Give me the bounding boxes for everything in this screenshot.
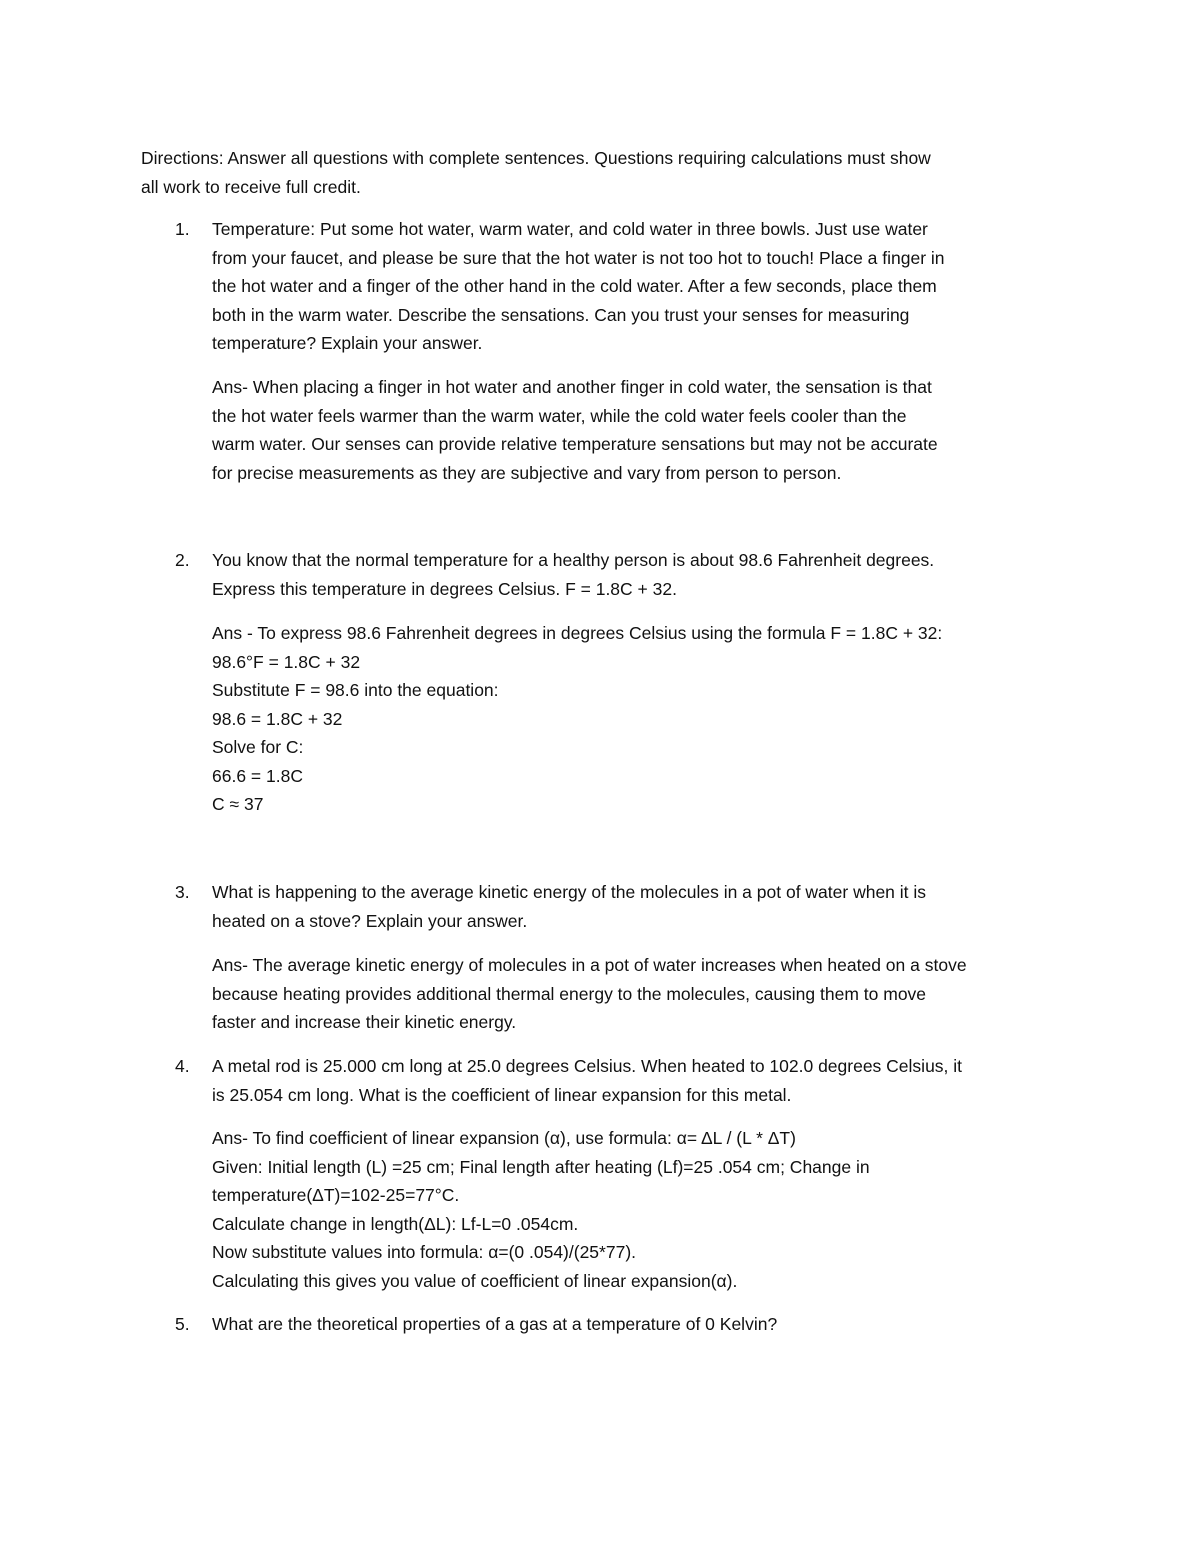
answer-line: Substitute F = 98.6 into the equation: <box>212 680 499 700</box>
answer-line: Solve for C: <box>212 737 304 757</box>
prompt-line: the hot water and a finger of the other hand in the cold water. After a few seconds, place them <box>212 276 937 296</box>
answer-line: Ans- To find coefficient of linear expansion (α), use formula: α= ΔL / (L * ΔT) <box>212 1128 796 1148</box>
question-1-number: 1. <box>175 219 190 239</box>
prompt-line: Express this temperature in degrees Celsius. F = 1.8C + 32. <box>212 578 677 599</box>
answer-line: 98.6 = 1.8C + 32 <box>212 708 343 729</box>
question-4-answer <box>212 1124 1072 1295</box>
question-3-answer <box>212 951 1072 1037</box>
prompt-line: What are the theoretical properties of a gas at a temperature of 0 Kelvin? <box>212 1314 778 1334</box>
question-4-prompt <box>212 1052 1072 1109</box>
directions-line: Directions: Answer all questions with complete sentences. Questions requiring calculations must show <box>141 148 931 168</box>
question-2-answer <box>212 619 1072 819</box>
directions-text <box>141 144 1071 201</box>
question-1-prompt <box>212 215 1072 358</box>
question-2-prompt <box>212 546 1072 603</box>
question-4-number: 4. <box>175 1056 190 1076</box>
answer-line: Ans- The average kinetic energy of molecules in a pot of water increases when heated on a stove <box>212 955 967 975</box>
prompt-line: A metal rod is 25.000 cm long at 25.0 degrees Celsius. When heated to 102.0 degrees Celsius, it <box>212 1056 963 1076</box>
answer-line: Calculate change in length(ΔL): Lf-L=0 .054cm. <box>212 1213 579 1234</box>
answer-line: Now substitute values into formula: α=(0 .054)/(25*77). <box>212 1242 637 1262</box>
prompt-line: What is happening to the average kinetic energy of the molecules in a pot of water when it is <box>212 882 927 902</box>
question-3-number: 3. <box>175 882 190 902</box>
answer-line: warm water. Our senses can provide relative temperature sensations but may not be accurate <box>212 434 938 454</box>
answer-line: 66.6 = 1.8C <box>212 765 303 786</box>
answer-line: because heating provides additional thermal energy to the molecules, causing them to move <box>212 983 927 1004</box>
question-1-answer <box>212 373 1072 487</box>
prompt-line: temperature? Explain your answer. <box>212 333 483 353</box>
answer-line: Ans- When placing a finger in hot water and another finger in cold water, the sensation is that <box>212 377 932 397</box>
prompt-line: heated on a stove? Explain your answer. <box>212 910 528 931</box>
answer-line: the hot water feels warmer than the warm water, while the cold water feels cooler than the <box>212 405 907 426</box>
answer-line: temperature(ΔT)=102-25=77°C. <box>212 1185 460 1205</box>
answer-line: Ans - To express 98.6 Fahrenheit degrees in degrees Celsius using the formula F = 1.8C + 32: <box>212 623 943 643</box>
answer-line: faster and increase their kinetic energy. <box>212 1012 517 1032</box>
answer-line: 98.6°F = 1.8C + 32 <box>212 651 361 672</box>
question-3-prompt <box>212 878 1072 935</box>
directions-line: all work to receive full credit. <box>141 176 361 197</box>
prompt-line: is 25.054 cm long. What is the coefficient of linear expansion for this metal. <box>212 1084 792 1105</box>
question-2-number: 2. <box>175 550 190 570</box>
prompt-line: from your faucet, and please be sure that the hot water is not too hot to touch! Place a finger in <box>212 247 945 268</box>
answer-line: C ≈ 37 <box>212 794 264 814</box>
prompt-line: Temperature: Put some hot water, warm water, and cold water in three bowls. Just use water <box>212 219 928 239</box>
question-5-number: 5. <box>175 1314 190 1334</box>
answer-line: for precise measurements as they are subjective and vary from person to person. <box>212 462 842 483</box>
prompt-line: both in the warm water. Describe the sensations. Can you trust your senses for measuring <box>212 304 910 325</box>
answer-line: Calculating this gives you value of coefficient of linear expansion(α). <box>212 1270 738 1291</box>
answer-line: Given: Initial length (L) =25 cm; Final length after heating (Lf)=25 .054 cm; Change in <box>212 1156 870 1177</box>
question-5-prompt <box>212 1310 1072 1339</box>
prompt-line: You know that the normal temperature for a healthy person is about 98.6 Fahrenheit degrees. <box>212 550 935 570</box>
